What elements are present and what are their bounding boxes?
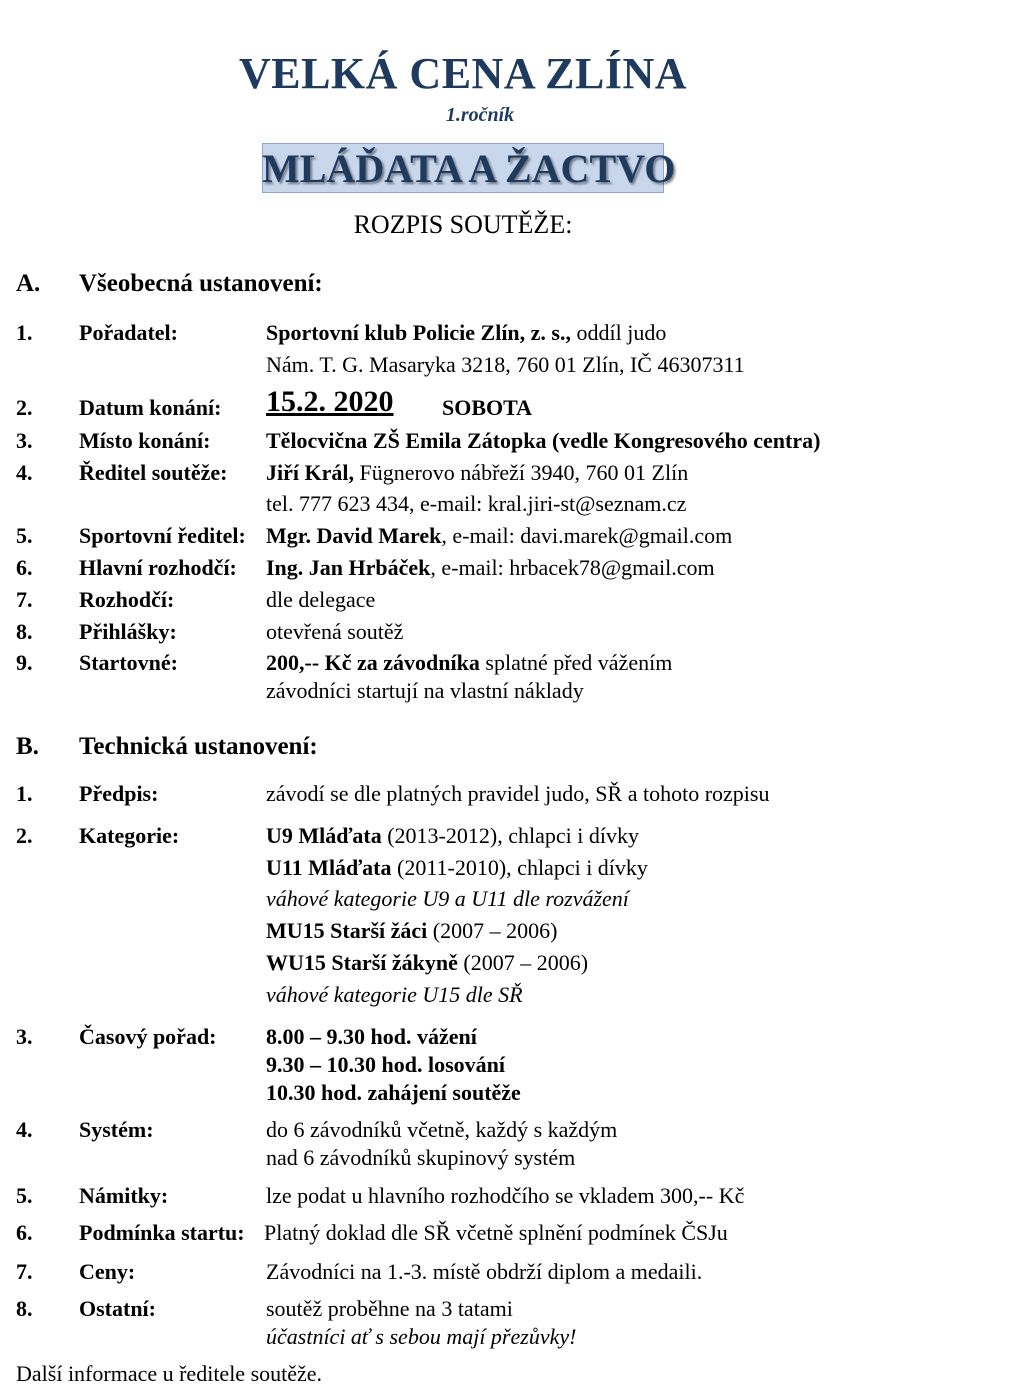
a5-label: Sportovní ředitel: [79, 523, 246, 548]
a1-organizer-rest: oddíl judo [571, 320, 667, 345]
b4-label: Systém: [79, 1117, 154, 1142]
document-title: VELKÁ CENA ZLÍNA [238, 49, 688, 98]
a9-number: 9. [16, 650, 33, 675]
a1-address: Nám. T. G. Masaryka 3218, 760 01 Zlín, IČ 46307311 [266, 352, 745, 377]
a6-label: Hlavní rozhodčí: [79, 555, 237, 580]
section-b-letter: B. [16, 733, 39, 760]
a6-head-referee-name: Ing. Jan Hrbáček [266, 555, 431, 580]
b5-value: lze podat u hlavního rozhodčího se vkladem 300,-- Kč [266, 1183, 745, 1208]
event-date: 15.2. 2020 [266, 385, 394, 418]
a1-label: Pořadatel: [79, 320, 178, 345]
b4-number: 4. [16, 1117, 33, 1142]
category-mu15-name: MU15 Starší žáci [266, 918, 428, 943]
a8-number: 8. [16, 619, 33, 644]
a1-number: 1. [16, 320, 33, 345]
b4-value: do 6 závodníků včetně, každý s každým [266, 1117, 618, 1142]
a5-number: 5. [16, 523, 33, 548]
a7-label: Rozhodčí: [79, 587, 175, 612]
a4-number: 4. [16, 460, 33, 485]
edition-label: 1.ročník [445, 104, 515, 126]
b6-label: Podmínka startu: [79, 1220, 245, 1245]
b2-label: Kategorie: [79, 823, 180, 848]
document-heading: ROZPIS SOUTĚŽE: [353, 210, 573, 239]
b3-number: 3. [16, 1024, 33, 1049]
a4-value [266, 460, 688, 486]
a7-number: 7. [16, 587, 33, 612]
a5-value [266, 523, 732, 549]
b7-label: Ceny: [79, 1259, 136, 1284]
b7-value: Závodníci na 1.-3. místě obdrží diplom a medaili. [266, 1259, 703, 1284]
a8-label: Přihlášky: [79, 619, 177, 644]
a4-director-address: Fügnerovo nábřeží 3940, 760 01 Zlín [353, 460, 689, 485]
b8-value-line2: účastníci ať s sebou mají přezůvky! [266, 1324, 577, 1349]
category-mu15 [266, 918, 557, 944]
b8-label: Ostatní: [79, 1296, 156, 1321]
a8-value: otevřená soutěž [266, 619, 404, 644]
a1-organizer-name: Sportovní klub Policie Zlín, z. s., [266, 320, 571, 345]
schedule-weigh-in: 8.00 – 9.30 hod. vážení [266, 1024, 477, 1049]
b5-label: Námitky: [79, 1183, 169, 1208]
a3-label: Místo konání: [79, 428, 211, 453]
b2-number: 2. [16, 823, 33, 848]
b7-number: 7. [16, 1259, 33, 1284]
a9-label: Startovné: [79, 650, 178, 675]
b4-value-line2: nad 6 závodníků skupinový systém [266, 1145, 576, 1170]
weight-note-u15: váhové kategorie U15 dle SŘ [266, 982, 523, 1007]
a4-director-name: Jiří Král, [266, 460, 354, 485]
a4-label: Ředitel soutěže: [79, 460, 228, 485]
a2-number: 2. [16, 395, 33, 420]
a9-fee-note: splatné před vážením [479, 650, 673, 675]
event-day: SOBOTA [442, 395, 533, 420]
b1-number: 1. [16, 781, 33, 806]
a6-number: 6. [16, 555, 33, 580]
a9-costs-note: závodníci startují na vlastní náklady [266, 678, 584, 703]
category-wu15-detail: (2007 – 2006) [457, 950, 589, 975]
a3-venue: Tělocvična ZŠ Emila Zátopka (vedle Kongresového centra) [266, 428, 821, 453]
category-u11 [266, 855, 648, 881]
category-u9 [266, 823, 639, 849]
a1-value [266, 320, 666, 346]
b6-number: 6. [16, 1220, 33, 1245]
category-mu15-detail: (2007 – 2006) [427, 918, 558, 943]
a7-value: dle delegace [266, 587, 376, 612]
b6-value: Platný doklad dle SŘ včetně splnění podmínek ČSJu [264, 1220, 728, 1245]
a5-sport-director-name: Mgr. David Marek [266, 523, 442, 548]
b3-label: Časový pořad: [79, 1024, 217, 1049]
footer-note: Další informace u ředitele soutěže. [16, 1361, 323, 1386]
schedule-draw: 9.30 – 10.30 hod. losování [266, 1052, 505, 1077]
category-u11-detail: (2011-2010), chlapci i dívky [391, 855, 648, 880]
a2-label: Datum konání: [79, 395, 222, 420]
category-u11-name: U11 Mláďata [266, 855, 392, 880]
b1-value: závodí se dle platných pravidel judo, SŘ a tohoto rozpisu [266, 781, 770, 806]
category-wu15-name: WU15 Starší žákyně [266, 950, 458, 975]
a6-value [266, 555, 715, 581]
section-a-letter: A. [16, 270, 41, 297]
category-u9-detail: (2013-2012), chlapci i dívky [381, 823, 639, 848]
a6-head-referee-email: , e-mail: hrbacek78@gmail.com [430, 555, 715, 580]
b5-number: 5. [16, 1183, 33, 1208]
a3-number: 3. [16, 428, 33, 453]
weight-note-u9-u11: váhové kategorie U9 a U11 dle rozvážení [266, 886, 629, 911]
a4-contact: tel. 777 623 434, e-mail: kral.jiri-st@seznam.cz [266, 491, 687, 516]
b1-label: Předpis: [79, 781, 159, 806]
section-a-title: Všeobecná ustanovení: [79, 270, 323, 297]
category-u9-name: U9 Mláďata [266, 823, 382, 848]
b8-value: soutěž proběhne na 3 tatami [266, 1296, 513, 1321]
schedule-start: 10.30 hod. zahájení soutěže [266, 1080, 521, 1105]
b8-number: 8. [16, 1296, 33, 1321]
section-b-title: Technická ustanovení: [79, 733, 318, 760]
subtitle: MLÁĎATA A ŽACTVO [262, 146, 676, 191]
category-wu15 [266, 950, 588, 976]
a5-sport-director-email: , e-mail: davi.marek@gmail.com [441, 523, 733, 548]
a9-fee: 200,-- Kč za závodníka [266, 650, 480, 675]
a9-value [266, 650, 672, 676]
